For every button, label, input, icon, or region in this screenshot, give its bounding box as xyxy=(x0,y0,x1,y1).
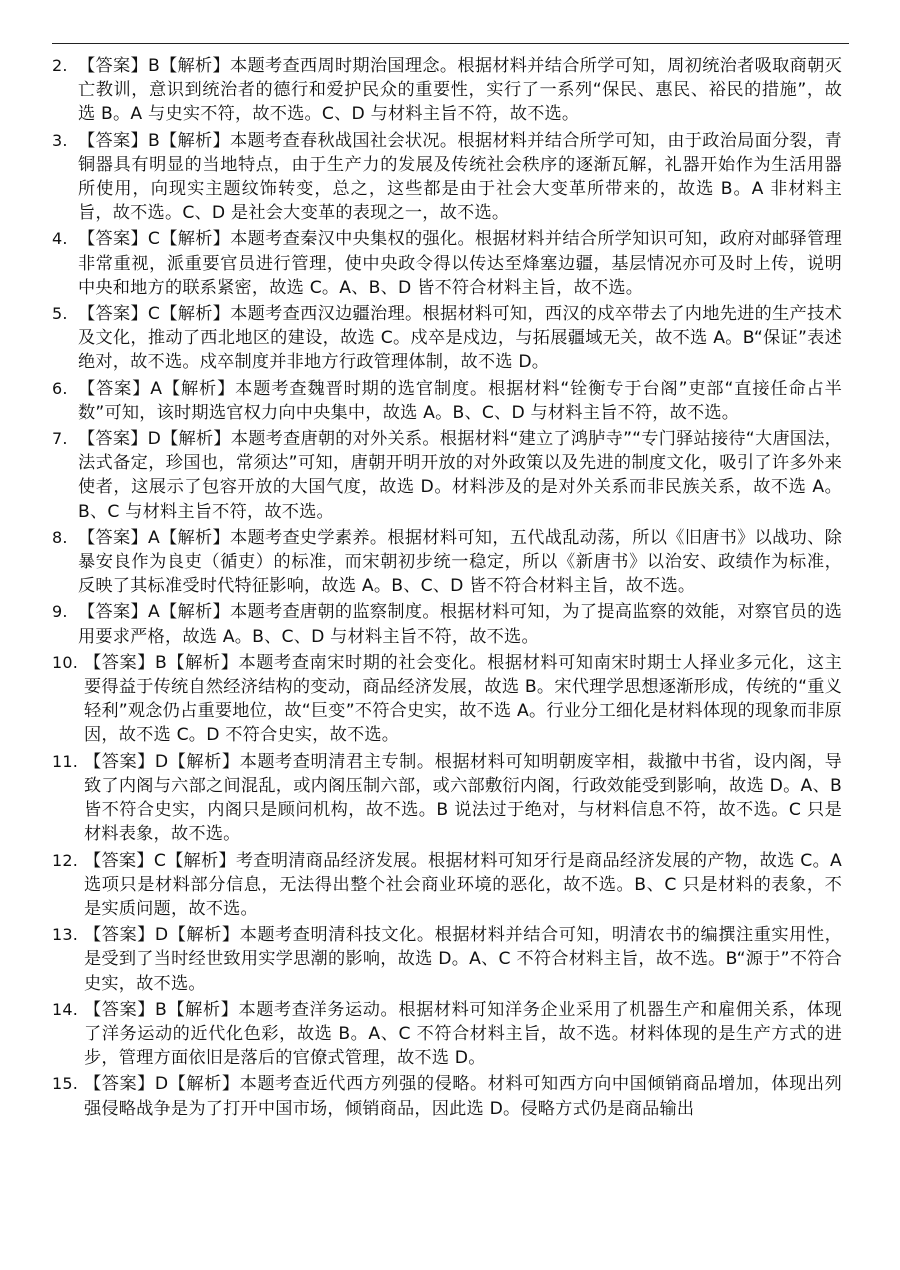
answer-item-13 xyxy=(52,923,842,996)
answer-item-7 xyxy=(52,427,842,524)
item-text: 【答案】B【解析】本题考查春秋战国社会状况。根据材料并结合所学可知，由于政治局面分裂，青铜器具有明显的当地特点，由于生产力的发展及传统社会秩序的逐渐瓦解，礼器开始作为生活用器所使用，向现实主题纹饰转变，总之，这些都是由于社会大变革所带来的，故选 B。A 非材料主旨，故不选。C、D 是社会大变革的表现之一，故不选。 xyxy=(78,130,842,224)
answer-item-9 xyxy=(52,600,842,648)
item-text: 【答案】D【解析】本题考查明清君主专制。根据材料可知明朝废宰相，裁撤中书省，设内阁，导致了内阁与六部之间混乱，或内阁压制六部，或六部敷衍内阁，行政效能受到影响，故选 D。A、B 皆不符合史实，内阁只是顾问机构，故不选。B 说法过于绝对，与材料信息不符，故不选。C 只是材料表象，故不选。 xyxy=(84,751,842,845)
answer-item-3 xyxy=(52,129,842,226)
item-number: 5. xyxy=(52,304,68,324)
answer-list xyxy=(52,54,842,1123)
item-number: 7. xyxy=(52,429,68,449)
item-text: 【答案】B【解析】本题考查南宋时期的社会变化。根据材料可知南宋时期士人择业多元化，这主要得益于传统自然经济结构的变动，商品经济发展，故选 B。宋代理学思想逐渐形成，传统的“重义轻利”观念仍占重要地位，故“巨变”不符合史实，故不选 A。行业分工细化是材料体现的现象而非原因，故不选 C。D 不符合史实，故不选。 xyxy=(84,652,842,746)
item-number: 6. xyxy=(52,378,68,398)
item-number: 15. xyxy=(52,1074,79,1094)
answer-item-8 xyxy=(52,526,842,599)
item-text: 【答案】C【解析】考查明清商品经济发展。根据材料可知牙行是商品经济发展的产物，故选 C。A 选项只是材料部分信息，无法得出整个社会商业环境的恶化，故不选。B、C 只是材料的表象，不是实质问题，故不选。 xyxy=(84,850,842,919)
item-number: 14. xyxy=(52,999,79,1019)
item-text: 【答案】D【解析】本题考查明清科技文化。根据材料并结合可知，明清农书的编撰注重实用性，是受到了当时经世致用实学思潮的影响，故选 D。A、C 不符合材料主旨，故不选。B“源于”不符合史实，故不选。 xyxy=(84,925,842,994)
header-rule xyxy=(52,43,849,44)
answer-item-15 xyxy=(52,1072,842,1120)
item-number: 12. xyxy=(52,850,79,870)
item-number: 11. xyxy=(52,751,79,771)
answer-item-6 xyxy=(52,377,842,425)
answer-item-10 xyxy=(52,651,842,748)
item-text: 【答案】B【解析】本题考查洋务运动。根据材料可知洋务企业采用了机器生产和雇佣关系，体现了洋务运动的近代化色彩，故选 B。A、C 不符合材料主旨，故不选。材料体现的是生产方式的进步，管理方面依旧是落后的官僚式管理，故不选 D。 xyxy=(84,999,842,1069)
item-text: 【答案】B【解析】本题考查西周时期治国理念。根据材料并结合所学可知，周初统治者吸取商朝灭亡教训，意识到统治者的德行和爱护民众的重要性，实行了一系列“保民、惠民、裕民的措施”，故选 B。A 与史实不符，故不选。C、D 与材料主旨不符，故不选。 xyxy=(78,56,842,125)
answer-item-2 xyxy=(52,54,842,127)
answer-item-5 xyxy=(52,302,842,375)
answer-item-11 xyxy=(52,750,842,847)
item-number: 13. xyxy=(52,925,79,945)
item-text: 【答案】A【解析】本题考查史学素养。根据材料可知，五代战乱动荡，所以《旧唐书》以战功、除暴安良作为良吏（循吏）的标准，而宋朝初步统一稳定，所以《新唐书》以治安、政绩作为标准，反映了其标准受时代特征影响，故选 A。B、C、D 皆不符合材料主旨，故不选。 xyxy=(78,527,842,597)
item-number: 2. xyxy=(52,56,68,75)
item-text: 【答案】C【解析】本题考查秦汉中央集权的强化。根据材料并结合所学知识可知，政府对邮驿管理非常重视，派重要官员进行管理，使中央政令得以传达至烽塞边疆，基层情况亦可及时上传，说明中央和地方的联系紧密，故选 C。A、B、D 皆不符合材料主旨，故不选。 xyxy=(78,229,842,298)
item-number: 3. xyxy=(52,130,68,150)
answer-item-4 xyxy=(52,227,842,300)
item-number: 4. xyxy=(52,229,68,249)
item-text: 【答案】D【解析】本题考查近代西方列强的侵略。材料可知西方向中国倾销商品增加，体现出列强侵略战争是为了打开中国市场，倾销商品，因此选 D。侵略方式仍是商品输出 xyxy=(84,1074,842,1119)
item-number: 10. xyxy=(52,652,79,672)
item-number: 9. xyxy=(52,602,68,622)
item-text: 【答案】C【解析】本题考查西汉边疆治理。根据材料可知，西汉的戍卒带去了内地先进的生产技术及文化，推动了西北地区的建设，故选 C。戍卒是戍边，与拓展疆域无关，故不选 A。B“保证”表述绝对，故不选。戍卒制度并非地方行政管理体制，故不选 D。 xyxy=(78,304,842,373)
answer-item-12 xyxy=(52,849,842,922)
item-number: 8. xyxy=(52,527,68,547)
answer-item-14 xyxy=(52,998,842,1071)
item-text: 【答案】D【解析】本题考查唐朝的对外关系。根据材料“建立了鸿胪寺”“专门驿站接待“大唐国法，法式备定，珍国也，常须达”可知，唐朝开明开放的对外政策以及先进的制度文化，吸引了许多外来使者，这展示了包容开放的大国气度，故选 D。材料涉及的是对外关系而非民族关系，故不选 A。B、C 与材料主旨不符，故不选。 xyxy=(78,429,842,522)
item-text: 【答案】A【解析】本题考查魏晋时期的选官制度。根据材料“铨衡专于台阁”吏部“直接任命占半数”可知，该时期选官权力向中央集中，故选 A。B、C、D 与材料主旨不符，故不选。 xyxy=(78,378,842,423)
item-text: 【答案】A【解析】本题考查唐朝的监察制度。根据材料可知，为了提高监察的效能，对察官员的选用要求严格，故选 A。B、C、D 与材料主旨不符，故不选。 xyxy=(78,602,842,647)
